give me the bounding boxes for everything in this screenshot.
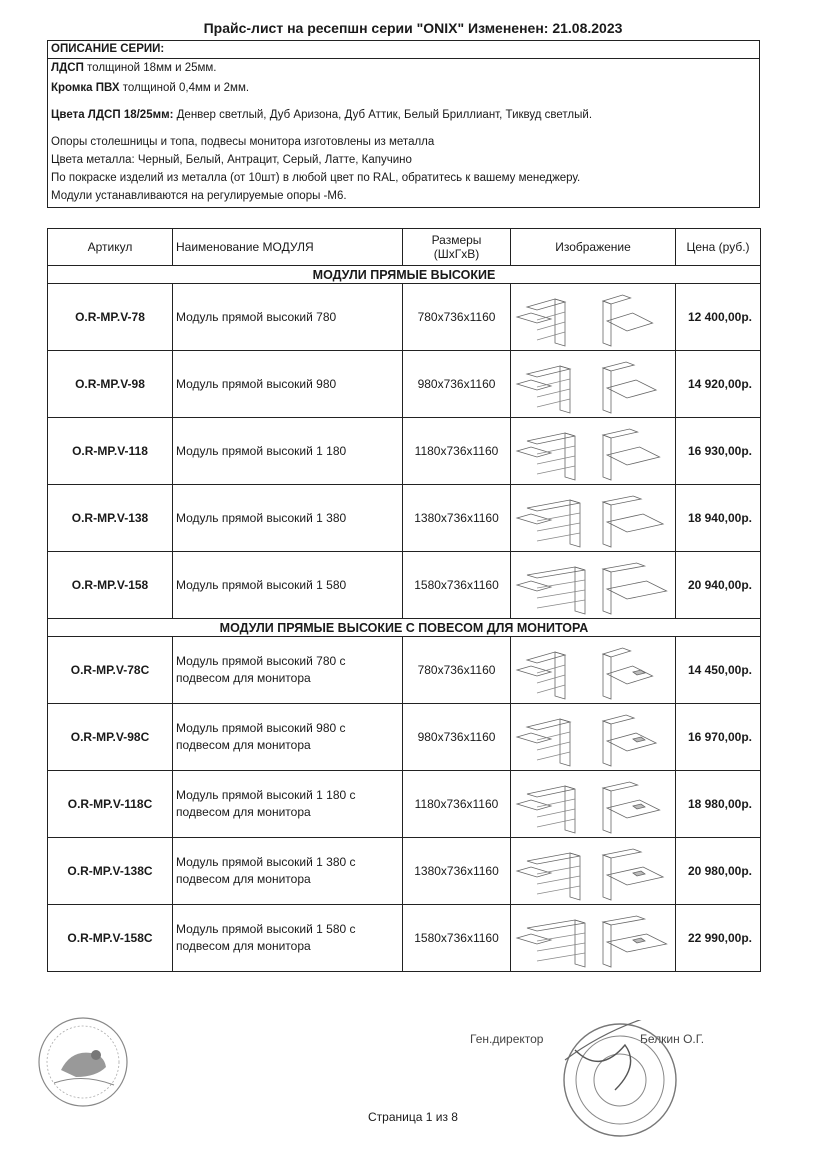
article-cell: O.R-MP.V-98C bbox=[48, 704, 173, 771]
table-row bbox=[48, 771, 761, 838]
header-article: Артикул bbox=[48, 229, 173, 266]
description-line-3: По покраске изделий из металла (от 10шт) в любой цвет по RAL, обратитесь к вашему менеджеру. bbox=[51, 172, 581, 184]
article-cell: O.R-MP.V-118C bbox=[48, 771, 173, 838]
module-drawing bbox=[513, 352, 673, 416]
header-price: Цена (руб.) bbox=[676, 229, 761, 266]
module-drawing bbox=[513, 553, 673, 617]
ldsp-label: ЛДСП bbox=[51, 62, 84, 74]
description-line-2: Цвета металла: Черный, Белый, Антрацит, Серый, Латте, Капучино bbox=[51, 154, 412, 166]
header-size-line1: Размеры bbox=[431, 233, 482, 247]
article-cell: O.R-MP.V-78 bbox=[48, 284, 173, 351]
name-line-1: Модуль прямой высокий 1 380 с bbox=[176, 855, 356, 869]
module-drawing bbox=[513, 419, 673, 483]
name-line-1: Модуль прямой высокий 780 с bbox=[176, 654, 346, 668]
table-row bbox=[48, 838, 761, 905]
product-image bbox=[511, 418, 676, 485]
price-cell: 20 980,00р. bbox=[676, 838, 761, 905]
header-name: Наименование МОДУЛЯ bbox=[173, 229, 403, 266]
price-cell: 14 450,00р. bbox=[676, 637, 761, 704]
product-image bbox=[511, 704, 676, 771]
size-cell: 780х736х1160 bbox=[403, 284, 511, 351]
header-size-line2: (ШхГхВ) bbox=[433, 247, 480, 261]
signature-block bbox=[470, 1032, 705, 1046]
size-cell: 1580х736х1160 bbox=[403, 552, 511, 619]
product-image bbox=[511, 284, 676, 351]
colors-line bbox=[51, 109, 592, 121]
name-cell bbox=[173, 485, 403, 552]
description-line-1: Опоры столешницы и топа, подвесы монитора изготовлены из металла bbox=[51, 136, 435, 148]
table-header-row bbox=[48, 229, 761, 266]
product-image bbox=[511, 905, 676, 972]
name-cell bbox=[173, 552, 403, 619]
name-line-1: Модуль прямой высокий 1 580 bbox=[176, 577, 347, 592]
section-header-row bbox=[48, 619, 761, 637]
name-cell bbox=[173, 284, 403, 351]
product-image bbox=[511, 552, 676, 619]
name-line-2: подвесом для монитора bbox=[176, 738, 311, 752]
page-footer: Страница 1 из 8 bbox=[368, 1110, 458, 1124]
size-cell: 1180х736х1160 bbox=[403, 771, 511, 838]
name-line-1: Модуль прямой высокий 780 bbox=[176, 309, 337, 324]
size-cell: 780х736х1160 bbox=[403, 637, 511, 704]
module-drawing bbox=[513, 486, 673, 550]
name-line-2: подвесом для монитора bbox=[176, 872, 311, 886]
series-description bbox=[47, 40, 760, 208]
edge-label: Кромка ПВХ bbox=[51, 82, 120, 94]
section-title: МОДУЛИ ПРЯМЫЕ ВЫСОКИЕ С ПОВЕСОМ ДЛЯ МОНИТОРА bbox=[48, 619, 761, 637]
table-row bbox=[48, 704, 761, 771]
name-line-2: подвесом для монитора bbox=[176, 805, 311, 819]
table-row bbox=[48, 905, 761, 972]
table-row bbox=[48, 637, 761, 704]
description-header: ОПИСАНИЕ СЕРИИ: bbox=[48, 41, 759, 59]
name-line-1: Модуль прямой высокий 1 180 с bbox=[176, 788, 356, 802]
section-header-row bbox=[48, 266, 761, 284]
header-image: Изображение bbox=[511, 229, 676, 266]
article-cell: O.R-MP.V-78C bbox=[48, 637, 173, 704]
name-line-2: подвесом для монитора bbox=[176, 939, 311, 953]
table-row bbox=[48, 418, 761, 485]
size-cell: 1380х736х1160 bbox=[403, 838, 511, 905]
name-line-2: подвесом для монитора bbox=[176, 671, 311, 685]
price-cell: 20 940,00р. bbox=[676, 552, 761, 619]
price-cell: 18 980,00р. bbox=[676, 771, 761, 838]
module-drawing bbox=[513, 839, 673, 903]
section-title: МОДУЛИ ПРЯМЫЕ ВЫСОКИЕ bbox=[48, 266, 761, 284]
name-line-1: Модуль прямой высокий 1 180 bbox=[176, 443, 347, 458]
ldsp-text: толщиной 18мм и 25мм. bbox=[87, 62, 217, 74]
price-cell: 14 920,00р. bbox=[676, 351, 761, 418]
name-cell bbox=[173, 637, 403, 704]
article-cell: O.R-MP.V-158C bbox=[48, 905, 173, 972]
name-cell bbox=[173, 704, 403, 771]
price-table bbox=[47, 228, 761, 972]
table-row bbox=[48, 552, 761, 619]
price-cell: 22 990,00р. bbox=[676, 905, 761, 972]
module-drawing bbox=[513, 906, 673, 970]
name-line-1: Модуль прямой высокий 980 bbox=[176, 376, 337, 391]
signature-role: Ген.директор bbox=[470, 1032, 544, 1046]
product-image bbox=[511, 485, 676, 552]
table-row bbox=[48, 351, 761, 418]
module-drawing bbox=[513, 772, 673, 836]
name-cell bbox=[173, 351, 403, 418]
colors-text: Денвер светлый, Дуб Аризона, Дуб Аттик, Белый Бриллиант, Тиквуд светлый. bbox=[176, 109, 593, 121]
article-cell: O.R-MP.V-118 bbox=[48, 418, 173, 485]
size-cell: 1180х736х1160 bbox=[403, 418, 511, 485]
product-image bbox=[511, 637, 676, 704]
name-cell bbox=[173, 418, 403, 485]
price-cell: 16 930,00р. bbox=[676, 418, 761, 485]
price-cell: 12 400,00р. bbox=[676, 284, 761, 351]
size-cell: 1380х736х1160 bbox=[403, 485, 511, 552]
company-logo-stamp bbox=[36, 1015, 131, 1110]
name-cell bbox=[173, 771, 403, 838]
article-cell: O.R-MP.V-138C bbox=[48, 838, 173, 905]
article-cell: O.R-MP.V-138 bbox=[48, 485, 173, 552]
product-image bbox=[511, 838, 676, 905]
article-cell: O.R-MP.V-158 bbox=[48, 552, 173, 619]
size-cell: 980х736х1160 bbox=[403, 704, 511, 771]
name-cell bbox=[173, 905, 403, 972]
module-drawing bbox=[513, 638, 673, 702]
description-line-4: Модули устанавливаются на регулируемые опоры -М6. bbox=[51, 190, 347, 202]
edge-text: толщиной 0,4мм и 2мм. bbox=[122, 82, 250, 94]
ldsp-line bbox=[51, 62, 217, 74]
table-row bbox=[48, 485, 761, 552]
header-size bbox=[403, 229, 511, 266]
size-cell: 1580х736х1160 bbox=[403, 905, 511, 972]
price-cell: 18 940,00р. bbox=[676, 485, 761, 552]
module-drawing bbox=[513, 705, 673, 769]
module-drawing bbox=[513, 285, 673, 349]
price-cell: 16 970,00р. bbox=[676, 704, 761, 771]
product-image bbox=[511, 351, 676, 418]
name-line-1: Модуль прямой высокий 1 380 bbox=[176, 510, 347, 525]
size-cell: 980х736х1160 bbox=[403, 351, 511, 418]
product-image bbox=[511, 771, 676, 838]
signature-name: Белкин О.Г. bbox=[640, 1032, 705, 1046]
article-cell: O.R-MP.V-98 bbox=[48, 351, 173, 418]
page-title: Прайс-лист на ресепшн серии "ONIX" Измененен: 21.08.2023 bbox=[203, 20, 623, 36]
name-line-1: Модуль прямой высокий 980 с bbox=[176, 721, 346, 735]
colors-label: Цвета ЛДСП 18/25мм: bbox=[51, 109, 174, 121]
edge-line bbox=[51, 82, 249, 94]
name-cell bbox=[173, 838, 403, 905]
table-row bbox=[48, 284, 761, 351]
name-line-1: Модуль прямой высокий 1 580 с bbox=[176, 922, 356, 936]
